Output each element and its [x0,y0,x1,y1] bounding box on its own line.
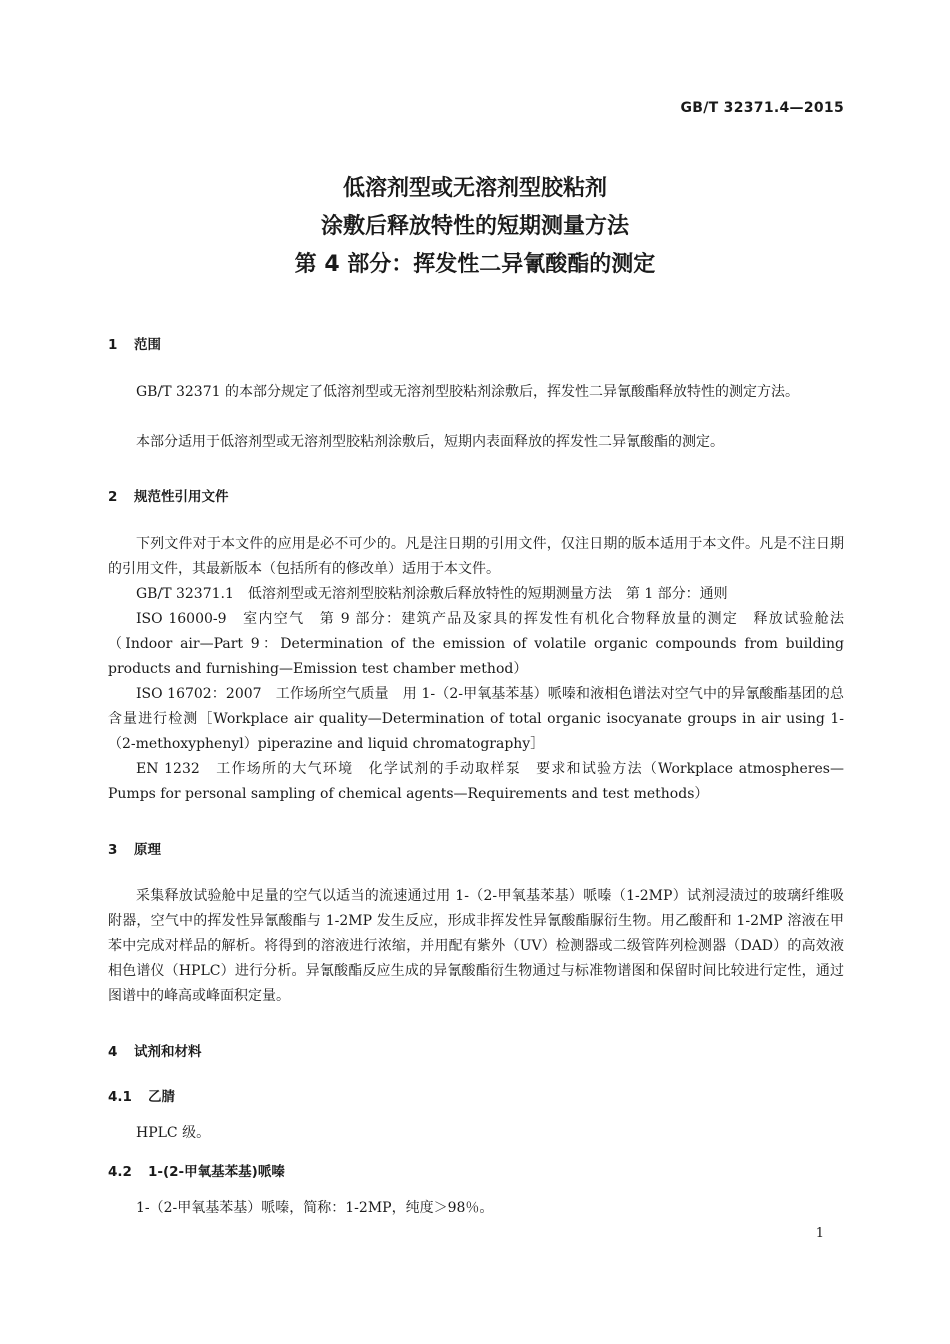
section-number: 1 [108,337,118,353]
1-2mp-text: 1-（2-甲氧基苯基）哌嗪，简称：1-2MP，纯度＞98％。 [136,1200,494,1216]
section-title: 范围 [134,337,161,353]
title-line-3: 第 4 部分：挥发性二异氰酸酯的测定 [294,252,656,277]
section-number: 4 [108,1044,118,1060]
section-number: 3 [108,842,118,858]
subsection-number: 4.1 [108,1089,132,1105]
subsection-number: 4.2 [108,1164,132,1180]
principle-paragraph: 采集释放试验舱中足量的空气以适当的流速通过用 1-（2-甲氧基苯基）哌嗪（1-2MP）试剂浸渍过的玻璃纤维吸附器，空气中的挥发性异氰酸酯与 1-2MP 发生反应，形成非挥发性异氰酸酯脲衍生物。用乙酸酐和 1-2MP 溶液在甲苯中完成对样品的解析。将得到的溶液进行浓缩，并用配有紫外（UV）检测器或二级管阵列检测器（DAD）的高效液相色谱仪（HPLC）进行分析。异氰酸酯反应生成的异氰酸酯衍生物通过与标准物谱图和保留时间比较进行定性，通过图谱中的峰高或峰面积定量。 [108,888,844,1004]
scope-paragraph-1: GB/T 32371 的本部分规定了低溶剂型或无溶剂型胶粘剂涂敷后，挥发性二异氰酸酯释放特性的测定方法。 [136,384,799,400]
reference-iso-16000-9: ISO 16000-9 室内空气 第 9 部分：建筑产品及家具的挥发性有机化合物释放量的测定 释放试验舱法（Indoor air—Part 9：Determination of the emission of volatile organic compounds from building products and furnishing—Emission test chamber method） [108,611,844,677]
title-line-2: 涂敷后释放特性的短期测量方法 [320,214,629,239]
section-number: 2 [108,489,118,505]
subsection-title: 乙腈 [148,1089,175,1105]
section-heading-scope [108,333,161,353]
section-heading-normative-references [108,485,229,505]
reference-iso-16702: ISO 16702：2007 工作场所空气质量 用 1-（2-甲氧基苯基）哌嗪和液相色谱法对空气中的异氰酸酯基团的总含量进行检测［Workplace air quality—Determination of total organic isocyanate groups in air using 1-（2-methoxyphenyl）piperazine and liquid chromatography］ [108,686,844,752]
subsection-title: 1-(2-甲氧基苯基)哌嗪 [148,1164,285,1180]
section-title: 规范性引用文件 [134,489,229,505]
references-intro: 下列文件对于本文件的应用是必不可少的。凡是注日期的引用文件，仅注日期的版本适用于本文件。凡是不注日期的引用文件，其最新版本（包括所有的修改单）适用于本文件。 [108,536,844,577]
document-title [0,170,950,284]
section-title: 原理 [134,842,161,858]
scope-paragraph-2: 本部分适用于低溶剂型或无溶剂型胶粘剂涂敷后，短期内表面释放的挥发性二异氰酸酯的测定。 [136,434,724,450]
reference-en-1232: EN 1232 工作场所的大气环境 化学试剂的手动取样泵 要求和试验方法（Workplace atmospheres—Pumps for personal sampling of chemical agents—Requirements and test methods） [108,761,844,802]
acetonitrile-text: HPLC 级。 [136,1125,211,1141]
section-title: 试剂和材料 [134,1044,202,1060]
reference-gb-32371-1: GB/T 32371.1 低溶剂型或无溶剂型胶粘剂涂敷后释放特性的短期测量方法 第 1 部分：通则 [136,586,728,602]
page-number: 1 [815,1226,824,1241]
section-heading-principle [108,838,161,858]
title-line-1: 低溶剂型或无溶剂型胶粘剂 [342,176,607,201]
section-heading-reagents [108,1040,202,1060]
standard-code: GB/T 32371.4—2015 [680,100,844,116]
subsection-heading-acetonitrile [108,1085,175,1105]
subsection-heading-1-2mp [108,1160,285,1180]
